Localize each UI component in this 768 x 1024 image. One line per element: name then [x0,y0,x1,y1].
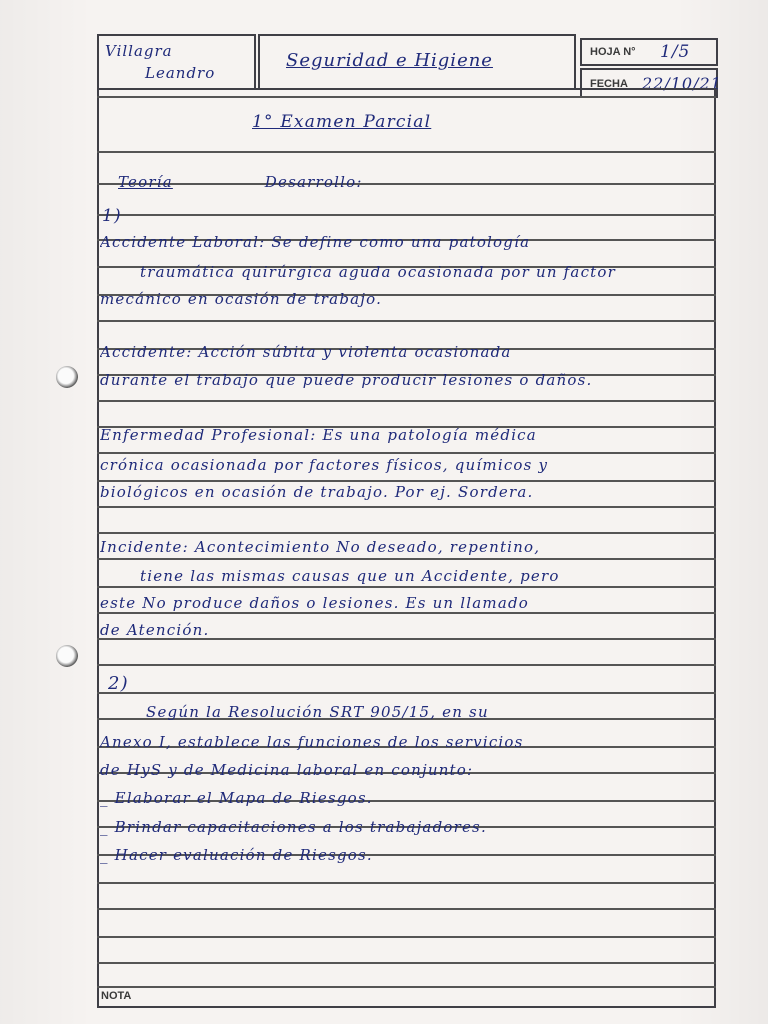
student-name-line2: Leandro [145,64,216,82]
ruled-line [97,532,716,534]
text-line: tiene las mismas causas que un Accidente, pero [140,567,560,585]
ruled-line [97,936,716,938]
text-line: durante el trabajo que puede producir lesiones o daños. [100,371,593,389]
ruled-line [97,96,716,98]
exam-title: 1° Examen Parcial [252,112,432,132]
ruled-line [97,586,716,588]
ruled-line [97,151,716,153]
text-line: mecánico en ocasión de trabajo. [100,290,383,308]
text-line: Accidente Laboral: Se define como una patología [100,233,531,251]
subject-text: Seguridad e Higiene [286,50,493,71]
nota-label: NOTA [101,990,132,1002]
hoja-label: HOJA N° [590,46,636,58]
section-heading [118,172,732,192]
section-label: Teoría [118,173,173,191]
hoja-value: 1/5 [660,42,691,62]
text-line: este No produce daños o lesiones. Es un llamado [100,594,529,612]
fecha-label: FECHA [590,78,628,90]
ruled-line [97,908,716,910]
student-name-line1: Villagra [105,42,173,60]
punch-hole-top [56,366,78,388]
fecha-value: 22/10/21 [642,74,722,93]
text-line: Anexo I, establece las funciones de los servicios [100,733,524,751]
text-line: traumática quirúrgica aguda ocasionada por un factor [140,263,616,281]
ruled-line [97,400,716,402]
subject-box [258,34,576,90]
text-line: de Atención. [100,621,210,639]
name-box [97,34,256,90]
ruled-line [97,882,716,884]
section-type: Desarrollo: [264,173,363,191]
ruled-line [97,986,716,988]
text-line: de HyS y de Medicina laboral en conjunto: [100,761,474,779]
text-line: Accidente: Acción súbita y violenta ocasionada [100,343,512,361]
text-line: _ Brindar capacitaciones a los trabajadores. [100,818,487,836]
text-line: _ Hacer evaluación de Riesgos. [100,846,373,864]
question-1-number: 1) [102,206,122,226]
ruled-line [97,558,716,560]
text-line: crónica ocasionada por factores físicos, químicos y [100,456,549,474]
ruled-line [97,506,716,508]
text-line: biológicos en ocasión de trabajo. Por ej. Sordera. [100,483,534,501]
ruled-line [97,664,716,666]
text-line: Incidente: Acontecimiento No deseado, repentino, [100,538,541,556]
question-2-number: 2) [108,674,129,694]
text-line: Enfermedad Profesional: Es una patología médica [100,426,537,444]
ruled-line [97,320,716,322]
ruled-line [97,962,716,964]
text-line: Según la Resolución SRT 905/15, en su [146,703,489,721]
hoja-box [580,38,718,66]
ruled-line [97,452,716,454]
punch-hole-bottom [56,645,78,667]
text-line: _ Elaborar el Mapa de Riesgos. [100,789,373,807]
